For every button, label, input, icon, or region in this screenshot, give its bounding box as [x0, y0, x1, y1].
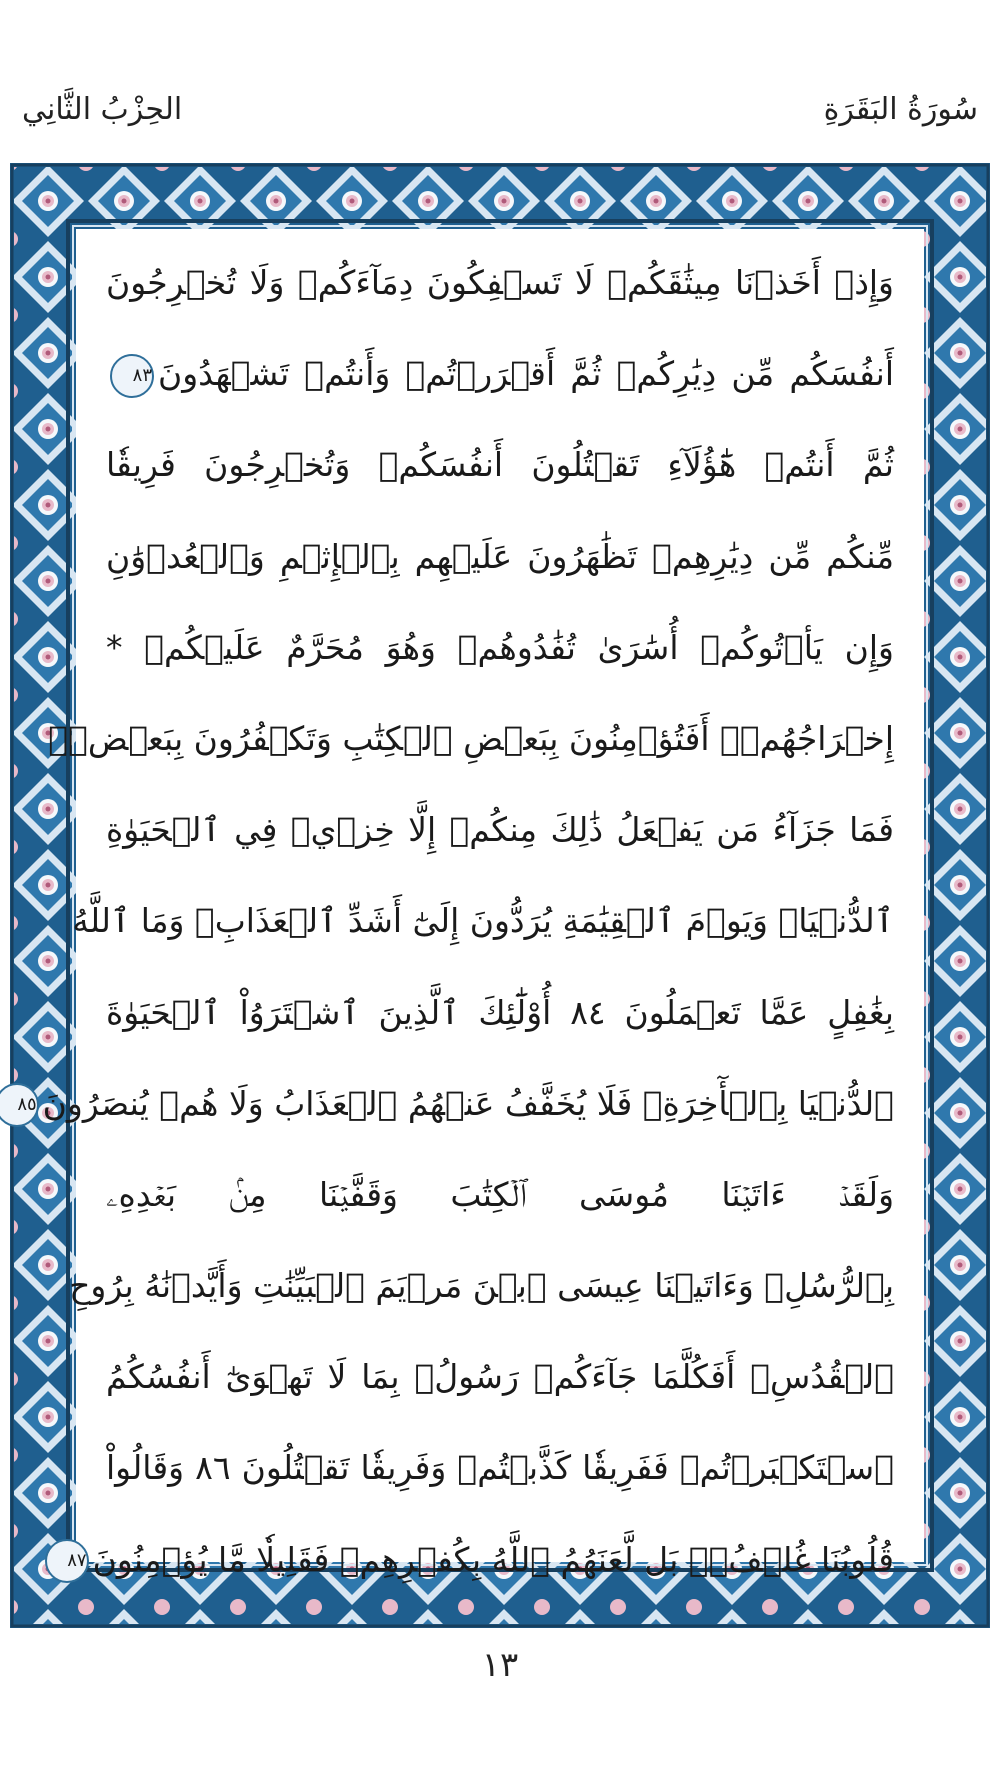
- ornamental-frame: [10, 163, 990, 1628]
- verse-line: [76, 511, 924, 602]
- verse-line: [76, 237, 924, 328]
- verse-text: قُلُوبُنَا غُلۡفُۢۚ بَل لَّعَنَهُمُ ٱللَّهُ بِكُفۡرِهِمۡ فَقَلِيلٗا مَّا يُؤۡمِنُونَ: [92, 1539, 894, 1579]
- verse-text: ٱلدُّنۡيَا بِٱلۡأٓخِرَةِۖ فَلَا يُخَفَّفُ عَنۡهُمُ ٱلۡعَذَابُ وَلَا هُمۡ يُنصَرُونَ: [42, 1083, 894, 1123]
- verse-text: بِغَٰفِلٍ عَمَّا تَعۡمَلُونَ ٨٤ أُوْلَٰٓئِكَ ٱلَّذِينَ ٱشۡتَرَوُاْ ٱلۡحَيَوٰةَ: [106, 992, 894, 1032]
- verse-line: [76, 1331, 924, 1422]
- surah-label: سُورَةُ البَقَرَةِ: [823, 92, 978, 127]
- verse-text: وَإِذۡ أَخَذۡنَا مِيثَٰقَكُمۡ لَا تَسۡفِكُونَ دِمَآءَكُمۡ وَلَا تُخۡرِجُونَ: [106, 263, 894, 302]
- verse-line: [76, 967, 924, 1058]
- verse-text: وَإِن يَأۡتُوكُمۡ أُسَٰرَىٰ تُفَٰدُوهُمۡ وَهُوَ مُحَرَّمٌ عَلَيۡكُمۡ *: [106, 627, 894, 667]
- verse-text: فَمَا جَزَآءُ مَن يَفۡعَلُ ذَٰلِكَ مِنكُمۡ إِلَّا خِزۡيٞ فِي ٱلۡحَيَوٰةِ: [106, 810, 894, 850]
- verse-text: وَلَقَدۡ ءَاتَيۡنَا مُوسَى ٱلۡكِتَٰبَ وَقَفَّيۡنَا مِنۢ بَعۡدِهِۦ: [106, 1174, 894, 1214]
- verse-text: ٱسۡتَكۡبَرۡتُمۡ فَفَرِيقٗا كَذَّبۡتُمۡ وَفَرِيقٗا تَقۡتُلُونَ ٨٦ وَقَالُواْ: [106, 1448, 894, 1488]
- page-header: [0, 92, 1000, 152]
- hizb-label: الحِزْبُ الثَّانِي: [22, 92, 183, 127]
- verse-line: [67, 1514, 924, 1605]
- verse-line: [76, 784, 924, 875]
- verse-line: [48, 693, 924, 784]
- ayah-number-marker: ٨٣: [110, 354, 154, 398]
- verse-text: إِخۡرَاجُهُمۡۚ أَفَتُؤۡمِنُونَ بِبَعۡضِ ٱلۡكِتَٰبِ وَتَكۡفُرُونَ بِبَعۡضٖۚ: [48, 718, 894, 758]
- verse-line: [76, 419, 924, 510]
- verse-text: أَنفُسَكُم مِّن دِيَٰرِكُمۡ ثُمَّ أَقۡرَرۡتُمۡ وَأَنتُمۡ تَشۡهَدُونَ: [158, 354, 894, 394]
- verse-line: [76, 1149, 924, 1240]
- verse-line: [17, 1058, 924, 1149]
- verse-text: ٱلۡقُدُسِۗ أَفَكُلَّمَا جَآءَكُمۡ رَسُولُۢ بِمَا لَا تَهۡوَىٰٓ أَنفُسُكُمُ: [106, 1357, 894, 1397]
- verse-line: [72, 875, 924, 966]
- ayah-number-marker: ٨٧: [45, 1539, 89, 1583]
- verse-text: بِٱلرُّسُلِۖ وَءَاتَيۡنَا عِيسَى ٱبۡنَ مَرۡيَمَ ٱلۡبَيِّنَٰتِ وَأَيَّدۡنَٰهُ بِرُوحِ: [69, 1266, 894, 1306]
- verse-line: [76, 328, 924, 419]
- ayah-number-marker: ٨٥: [0, 1083, 39, 1127]
- text-panel: [17, 229, 924, 1579]
- verse-line: [69, 1240, 924, 1331]
- verse-line: [76, 602, 924, 693]
- verse-line: [76, 1422, 924, 1513]
- verse-lines: [17, 237, 924, 1605]
- verse-text: ثُمَّ أَنتُمۡ هَٰٓؤُلَآءِ تَقۡتُلُونَ أَنفُسَكُمۡ وَتُخۡرِجُونَ فَرِيقٗا: [106, 445, 894, 485]
- page-number: ١٣: [481, 1645, 519, 1685]
- verse-text: مِّنكُم مِّن دِيَٰرِهِمۡ تَظَٰهَرُونَ عَلَيۡهِم بِٱلۡإِثۡمِ وَٱلۡعُدۡوَٰنِ: [106, 536, 894, 576]
- verse-text: ٱلدُّنۡيَاۖ وَيَوۡمَ ٱلۡقِيَٰمَةِ يُرَدُّونَ إِلَىٰٓ أَشَدِّ ٱلۡعَذَابِۗ وَمَا ٱللَّهُ: [72, 901, 894, 941]
